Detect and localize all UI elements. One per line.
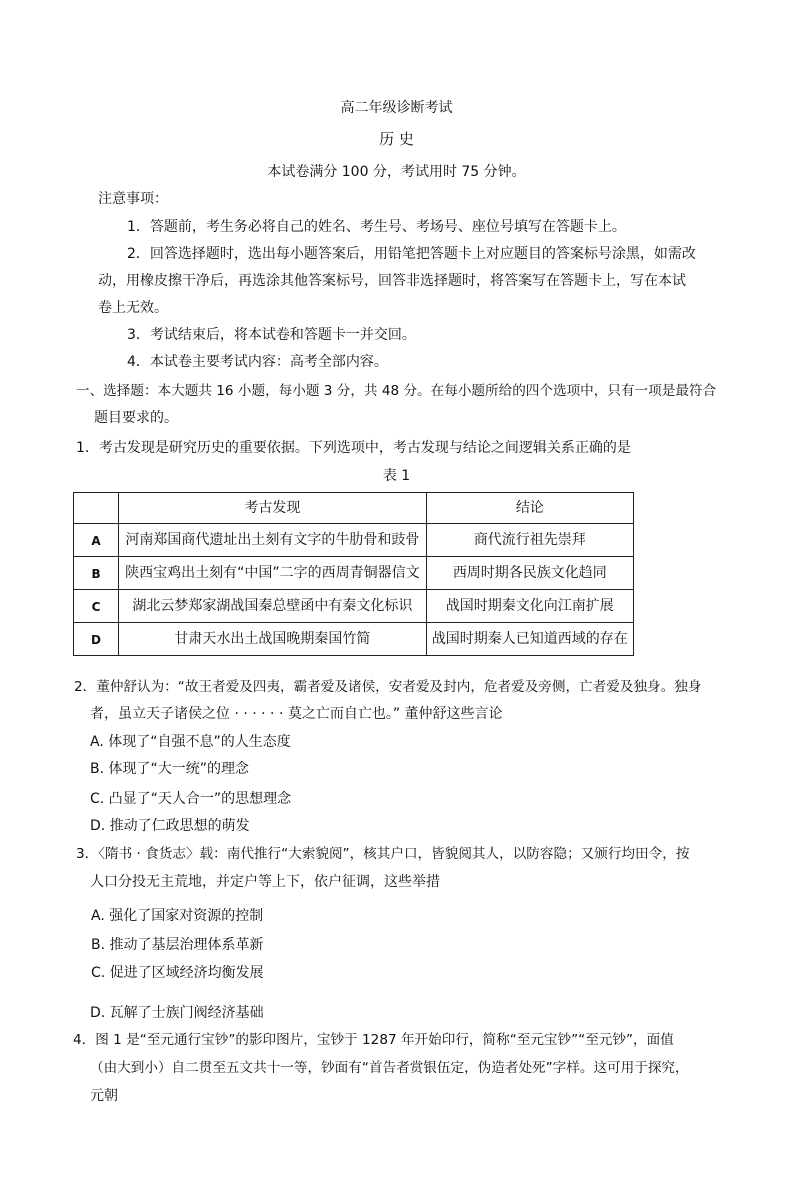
- row-conclusion: 战国时期秦文化向江南扩展: [426, 590, 633, 623]
- table-row: [74, 524, 634, 557]
- table-row: [74, 590, 634, 623]
- notes-title: 注意事项：: [98, 191, 168, 207]
- notes-item-2-cont: 动，用橡皮擦干净后，再选涂其他答案标号，回答非选择题时，将答案写在答题卡上，写在本试: [98, 273, 686, 289]
- row-conclusion: 商代流行祖先崇拜: [426, 524, 633, 557]
- row-label: D: [74, 623, 119, 656]
- question-1-table: [73, 492, 634, 656]
- table-row: [74, 557, 634, 590]
- row-finding: 河南郑国商代遗址出土刻有文字的牛肋骨和豉骨: [119, 524, 427, 557]
- row-finding: 湖北云梦郑家湖战国秦总壁函中有秦文化标识: [119, 590, 427, 623]
- row-finding: 陕西宝鸡出土刻有“中国”二字的西周青铜器信文: [119, 557, 427, 590]
- table-caption: 表 1: [382, 468, 411, 484]
- notes-item-3: 3．考试结束后，将本试卷和答题卡一并交回。: [127, 327, 416, 343]
- question-1-stem: 1．考古发现是研究历史的重要依据。下列选项中，考古发现与结论之间逻辑关系正确的是: [76, 440, 631, 456]
- notes-item-1: 1．答题前，考生务必将自己的姓名、考生号、考场号、座位号填写在答题卡上。: [127, 219, 626, 235]
- question-4-stem: 4．图 1 是“至元通行宝钞”的影印图片，宝钞于 1287 年开始印行，简称“至元宝钞”“至元钞”，面值: [73, 1032, 674, 1048]
- question-3-stem: 3．〈隋书 · 食货志〉载：南代推行“大索貌阅”，核其户口，皆貌阅其人，以防容隐；又颁行均田令，按: [76, 846, 690, 862]
- question-3-option-d: D. 瓦解了士族门阀经济基础: [90, 1005, 264, 1021]
- exam-title: 高二年级诊断考试: [340, 100, 453, 116]
- table-header-conclusion: 结论: [426, 493, 633, 524]
- question-2-stem-cont: 者，虽立天子诸侯之位 · · · · · · 莫之亡而自亡也。” 董仲舒这些言论: [90, 706, 503, 722]
- section-heading: 一、选择题：本大题共 16 小题，每小题 3 分，共 48 分。在每小题所给的四个选项中，只有一项是最符合: [76, 383, 717, 399]
- row-label: C: [74, 590, 119, 623]
- question-4-stem-cont: （由大到小）自二贯至五文共十一等，钞面有“首告者赏银伍定，伪造者处死”字样。这可用于探究，: [90, 1060, 689, 1076]
- notes-item-2-cont2: 卷上无效。: [98, 300, 168, 316]
- table-header-row: [74, 493, 634, 524]
- row-label: A: [74, 524, 119, 557]
- notes-item-4: 4．本试卷主要考试内容：高考全部内容。: [127, 354, 388, 370]
- question-3-option-a: A. 强化了国家对资源的控制: [91, 908, 264, 924]
- question-2-option-b: B. 体现了“大一统”的理念: [90, 761, 250, 777]
- row-conclusion: 战国时期秦人已知道西域的存在: [426, 623, 633, 656]
- table-header-blank: [74, 493, 119, 524]
- question-2-option-c: C. 凸显了“天人合一”的思想理念: [90, 791, 292, 807]
- row-label: B: [74, 557, 119, 590]
- question-2-option-d: D. 推动了仁政思想的萌发: [90, 818, 250, 834]
- section-heading-cont: 题目要求的。: [94, 410, 178, 426]
- question-3-option-b: B. 推动了基层治理体系革新: [91, 937, 264, 953]
- exam-info: 本试卷满分 100 分，考试用时 75 分钟。: [267, 164, 526, 180]
- notes-item-2: 2．回答选择题时，选出每小题答案后，用铅笔把答题卡上对应题目的答案标号涂黑，如需改: [127, 246, 696, 262]
- row-conclusion: 西周时期各民族文化趋同: [426, 557, 633, 590]
- question-3-option-c: C. 促进了区域经济均衡发展: [91, 965, 264, 981]
- question-4-stem-cont2: 元朝: [90, 1088, 118, 1104]
- table-header-finding: 考古发现: [119, 493, 427, 524]
- table-row: [74, 623, 634, 656]
- question-3-stem-cont: 人口分投无主荒地，并定户等上下，依户征调，这些举措: [90, 874, 440, 890]
- subject-title: 历 史: [379, 130, 414, 148]
- question-2-stem: 2．董仲舒认为：“故王者爱及四夷，霸者爱及诸侯，安者爱及封内，危者爱及旁侧，亡者爱及独身。独身: [74, 679, 702, 695]
- question-2-option-a: A. 体现了“自强不息”的人生态度: [90, 734, 291, 750]
- row-finding: 甘肃天水出土战国晚期秦国竹简: [119, 623, 427, 656]
